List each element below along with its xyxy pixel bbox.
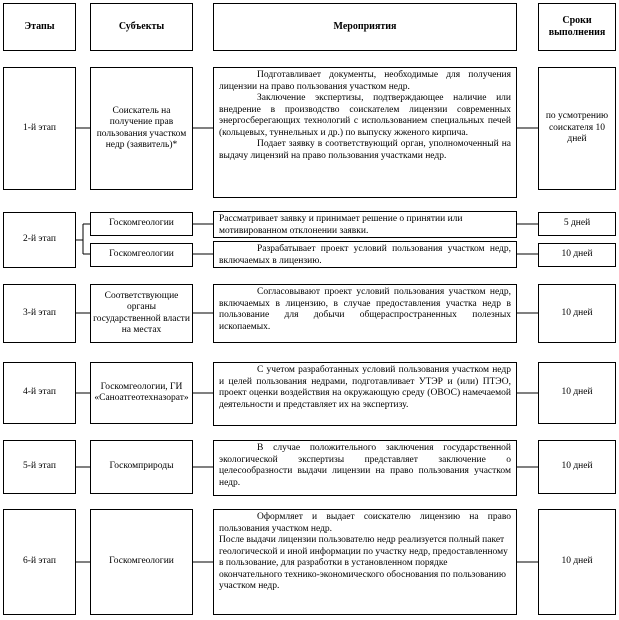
header-deadlines: Сроки выполнения bbox=[538, 3, 616, 51]
activity-text: С учетом разработанных условий пользования участком недр и целей пользования недрами, подготавливает УТЭР и (или) ПТЭО, проект оценки воздействия на окружающую среду (ОВОС) намечаемой деятельности и представляет их на экспертизу. bbox=[219, 365, 511, 410]
deadline-box: 10 дней bbox=[538, 362, 616, 424]
activity-text: Подает заявку в соответствующий орган, уполномоченный на выдачу лицензий на право пользования участками недр. bbox=[219, 139, 511, 161]
subject-box: Госкомгеологии, ГИ «Саноатгеотехназорат» bbox=[90, 362, 193, 424]
subject-box: Соискатель на получение прав пользования участком недр (заявитель)* bbox=[90, 67, 193, 190]
activity-text: В случае положительного заключения государственной экологической экспертизы представляет заключение о целесообразности выдачи лицензии на право пользования участком недр. bbox=[219, 443, 511, 488]
stage-label: 2-й этап bbox=[3, 212, 76, 268]
activity-text: Подготавливает документы, необходимые для получения лицензии на право пользования участком недр. bbox=[219, 70, 511, 92]
stage-label: 5-й этап bbox=[3, 440, 76, 494]
subject-box: Госкомгеологии bbox=[90, 509, 193, 615]
activity-box bbox=[213, 440, 517, 496]
activity-text: Заключение экспертизы, подтверждающее наличие или внедрение в производство соискателем лицензии современных энергосберегающих технологий с использованием специальных печей (кольцевых, туннельных и др.) по выпуску жженого кирпича. bbox=[219, 93, 511, 138]
deadline-box: 5 дней bbox=[538, 212, 616, 236]
activity-box bbox=[213, 211, 517, 238]
deadline-box: 10 дней bbox=[538, 509, 616, 615]
deadline-box: 10 дней bbox=[538, 440, 616, 494]
subject-box: Госкомгеологии bbox=[90, 212, 193, 236]
stage-label: 1-й этап bbox=[3, 67, 76, 190]
deadline-box: 10 дней bbox=[538, 284, 616, 343]
activity-text: Разрабатывает проект условий пользования участком недр, включаемых в лицензию. bbox=[219, 244, 511, 266]
stage-label: 4-й этап bbox=[3, 362, 76, 424]
activity-box bbox=[213, 67, 517, 198]
activity-text: Оформляет и выдает соискателю лицензию на право пользования участком недр. bbox=[219, 512, 511, 534]
activity-text: Рассматривает заявку и принимает решение о принятии или мотивированном отклонении заявки. bbox=[219, 214, 463, 236]
activity-text: Согласовывают проект условий пользования участком недр, включаемых в лицензию, в случае предоставления участка недр в пользование для добычи общераспространенных полезных ископаемых. bbox=[219, 287, 511, 332]
subject-box: Госкомгеологии bbox=[90, 243, 193, 267]
activity-box bbox=[213, 284, 517, 343]
activity-box bbox=[213, 362, 517, 426]
header-subjects: Субъекты bbox=[90, 3, 193, 51]
activity-box bbox=[213, 509, 517, 615]
header-activities: Мероприятия bbox=[213, 3, 517, 51]
header-stages: Этапы bbox=[3, 3, 76, 51]
deadline-box: по усмотрению соискателя 10 дней bbox=[538, 67, 616, 190]
activity-text: После выдачи лицензии пользователю недр реализуется полный пакет геологической и иной информации по участку недр, предоставленному в пользование, для разработки в установленном порядке окончательного технико-экономического обоснования по пользованию участком недр. bbox=[219, 535, 508, 591]
subject-box: Соответствующие органы государственной власти на местах bbox=[90, 284, 193, 343]
subject-box: Госкомприроды bbox=[90, 440, 193, 494]
stage-label: 3-й этап bbox=[3, 284, 76, 343]
activity-box bbox=[213, 241, 517, 268]
deadline-box: 10 дней bbox=[538, 243, 616, 267]
stage-label: 6-й этап bbox=[3, 509, 76, 615]
